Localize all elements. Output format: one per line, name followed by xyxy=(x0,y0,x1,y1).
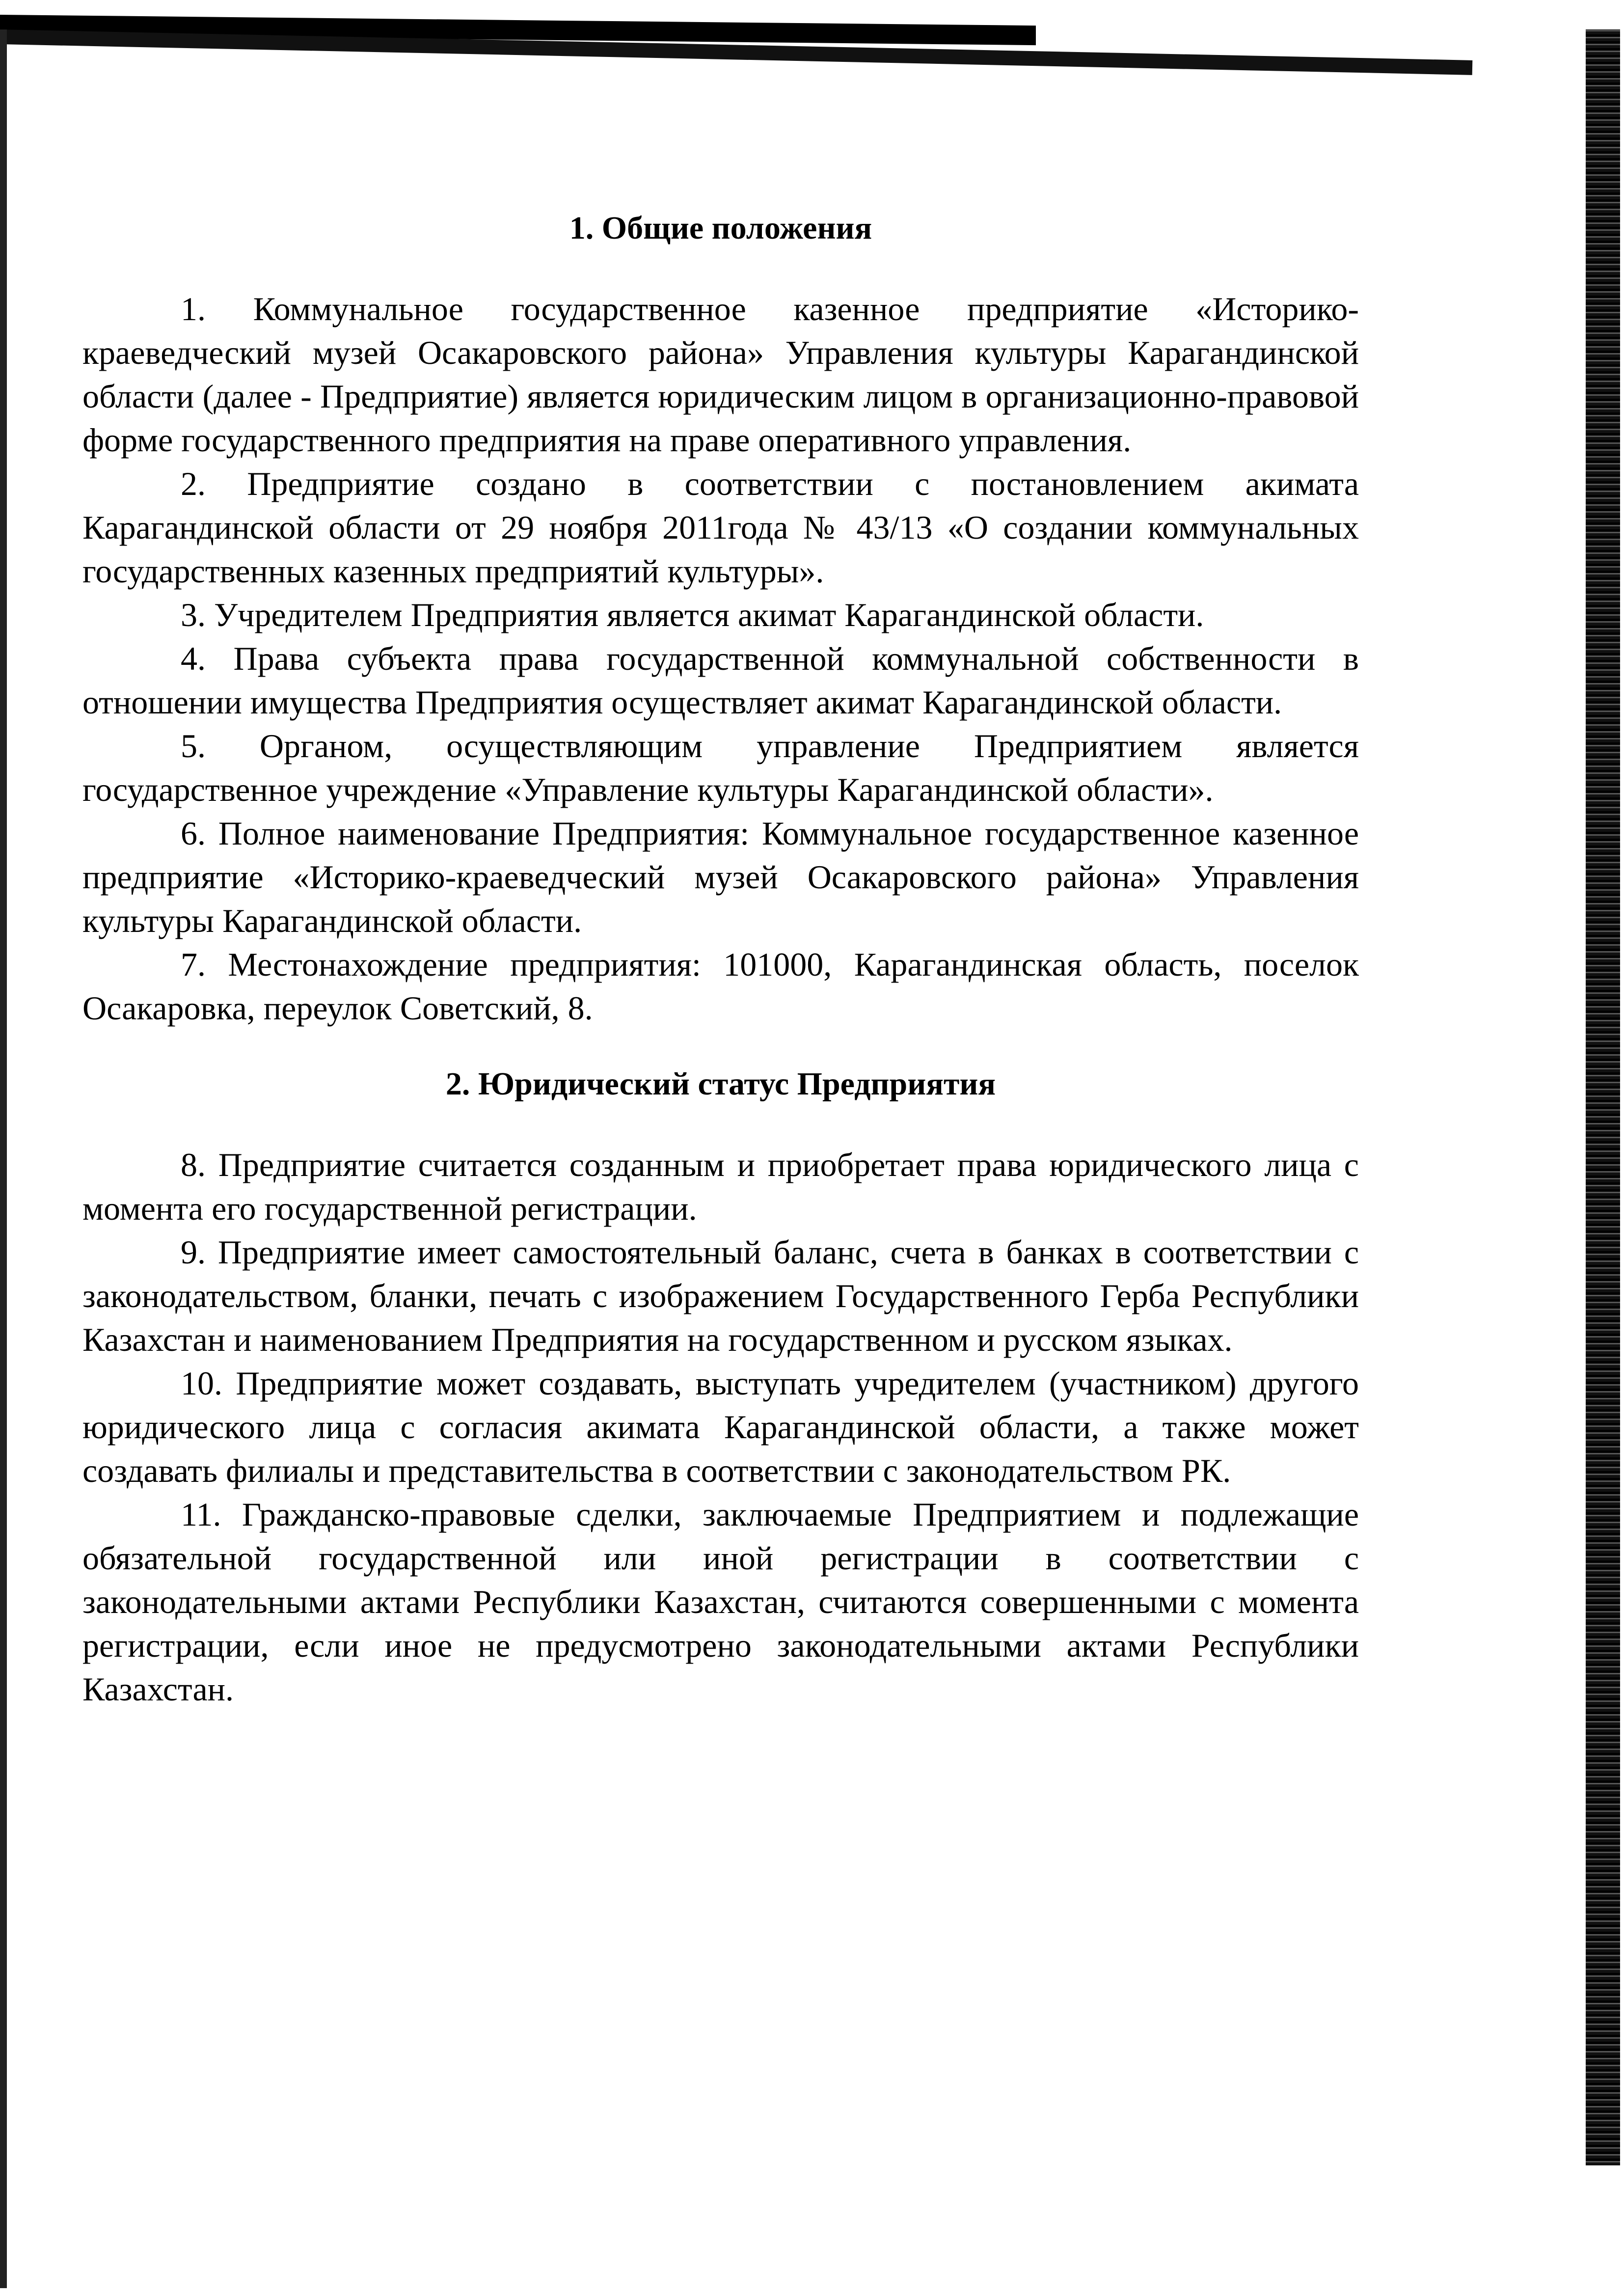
paragraph-11: 11. Гражданско-правовые сделки, заключаемые Предприятием и подлежащие обязательной государственной или иной регистрации в соответствии с законодательными актами Республики Казахстан, считаются совершенными с момента регистрации, если иное не предусмотрено законодательными актами Республики Казахстан. xyxy=(82,1496,1359,1708)
paragraph-8: 8. Предприятие считается созданным и приобретает права юридического лица с момента его государственной регистрации. xyxy=(82,1146,1359,1227)
document-page xyxy=(82,187,1359,1711)
paragraph-7: 7. Местонахождение предприятия: 101000, Карагандинская область, поселок Осакаровка, переулок Советский, 8. xyxy=(82,946,1359,1027)
paragraph-3: 3. Учредителем Предприятия является акимат Карагандинской области. xyxy=(181,596,1204,633)
paragraph-10: 10. Предприятие может создавать, выступать учредителем (участником) другого юридического лица с согласия акимата Карагандинской области, а также может создавать филиалы и представительства в соответствии с законодательством РК. xyxy=(82,1365,1359,1489)
paragraph-9: 9. Предприятие имеет самостоятельный баланс, счета в банках в соответствии с законодательством, бланки, печать с изображением Государственного Герба Республики Казахстан и наименованием Предприятия на государственном и русском языках. xyxy=(82,1233,1359,1358)
paragraph-5: 5. Органом, осуществляющим управление Предприятием является государственное учреждение «Управление культуры Карагандинской области». xyxy=(82,727,1359,808)
section-heading-legal-status: 2. Юридический статус Предприятия xyxy=(445,1066,996,1102)
scan-edge-left xyxy=(0,29,7,2288)
paragraph-2: 2. Предприятие создано в соответствии с постановлением акимата Карагандинской области от 29 ноября 2011года № 43/13 «О создании коммунальных государственных казенных предприятий культуры». xyxy=(82,465,1359,590)
paragraph-4: 4. Права субъекта права государственной коммунальной собственности в отношении имущества Предприятия осуществляет акимат Карагандинской области. xyxy=(82,640,1359,721)
section-heading-general: 1. Общие положения xyxy=(569,210,872,246)
scan-edge-right xyxy=(1586,29,1620,2165)
paragraph-1: 1. Коммунальное государственное казенное предприятие «Историко-краеведческий музей Осакаровского района» Управления культуры Карагандинской области (далее - Предприятие) является юридическим лицом в организационно-правовой форме государственного предприятия на праве оперативного управления. xyxy=(82,290,1359,459)
paragraph-6: 6. Полное наименование Предприятия: Коммунальное государственное казенное предприятие «Историко-краеведческий музей Осакаровского района» Управления культуры Карагандинской области. xyxy=(82,815,1359,939)
